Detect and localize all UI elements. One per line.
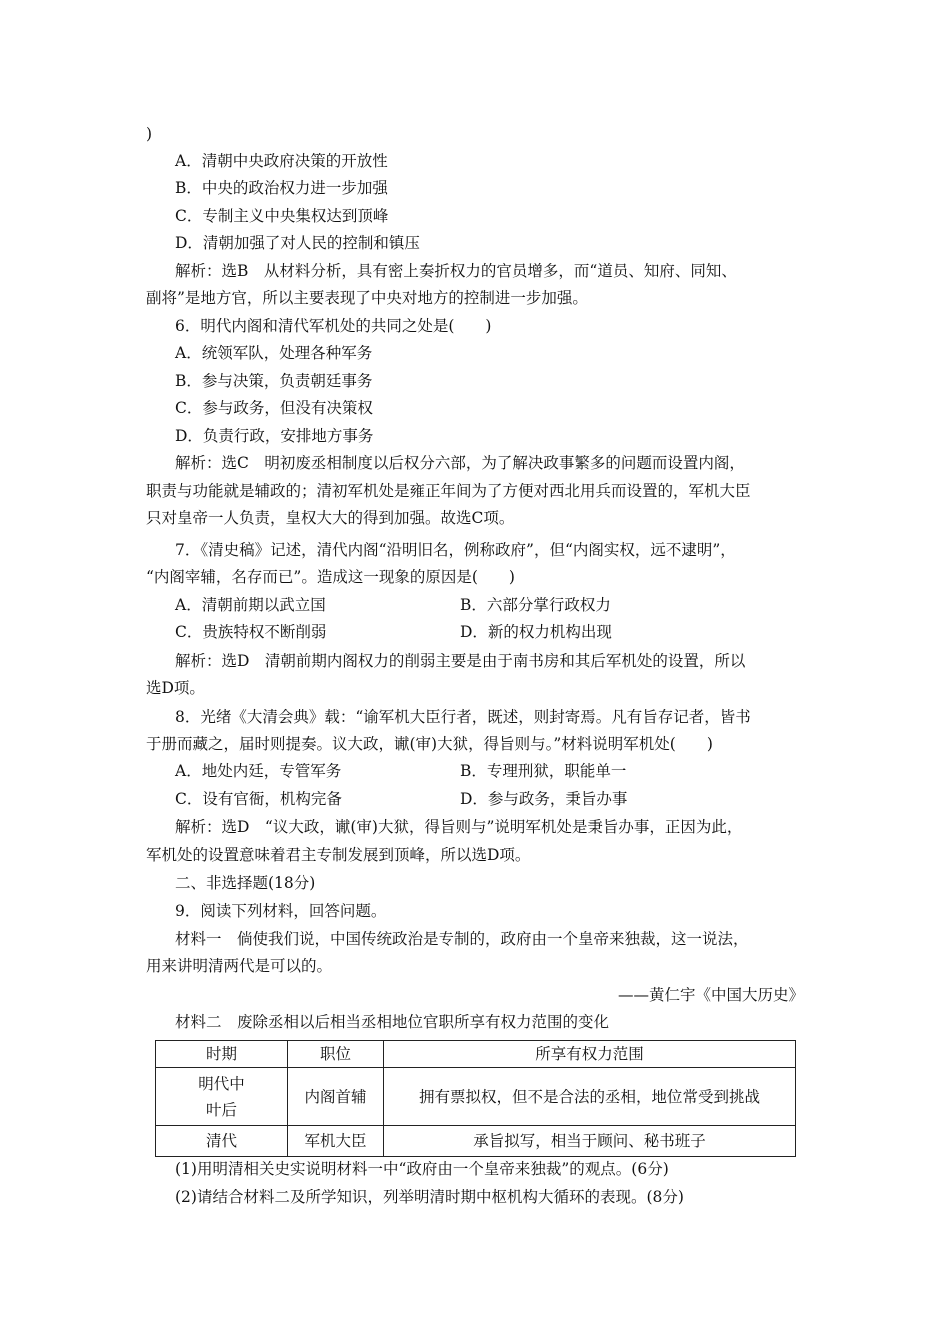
q6-option-a: A．统领军队，处理各种军务: [175, 344, 373, 362]
q8-option-a: A．地处内廷，专管军务: [175, 762, 342, 780]
table-cell: 明代中 叶后: [156, 1068, 288, 1126]
q7-option-b: B．六部分掌行政权力: [460, 596, 611, 614]
q7-analysis-line-1: 解析：选D 清朝前期内阁权力的削弱主要是由于南书房和其后军机处的设置，所以: [175, 652, 746, 670]
q7-analysis-line-2: 选D项。: [146, 679, 205, 697]
material-1-line-1: 材料一 倘使我们说，中国传统政治是专制的，政府由一个皇帝来独裁，这一说法，: [175, 930, 749, 948]
q6-option-b: B．参与决策，负责朝廷事务: [175, 372, 373, 390]
question-8-stem-line-1: 8．光绪《大清会典》载：“谕军机大臣行者，既述，则封寄焉。凡有旨存记者，皆书: [175, 708, 751, 726]
table-cell: 清代: [156, 1126, 288, 1157]
table-row: [156, 1126, 796, 1157]
q5-analysis-line-1: 解析：选B 从材料分析，具有密上奏折权力的官员增多，而“道员、知府、同知、: [175, 262, 737, 280]
table-cell: 承旨拟写，相当于顾问、秘书班子: [384, 1126, 796, 1157]
question-7-stem-line-1: 7．《清史稿》记述，清代内阁“沿明旧名，例称政府”，但“内阁实权，远不逮明”，: [175, 541, 736, 559]
q5-option-b: B．中央的政治权力进一步加强: [175, 179, 388, 197]
q8-analysis-line-2: 军机处的设置意味着君主专制发展到顶峰，所以选D项。: [146, 846, 531, 864]
q5-analysis-line-2: 副将”是地方官，所以主要表现了中央对地方的控制进一步加强。: [146, 289, 588, 307]
question-9-part-1: (1)用明清相关史实说明材料一中“政府由一个皇帝来独裁”的观点。(6分): [175, 1160, 669, 1178]
q6-option-d: D．负责行政，安排地方事务: [175, 427, 374, 445]
table-row: [156, 1068, 796, 1126]
q6-analysis-line-1: 解析：选C 明初废丞相制度以后权分六部，为了解决政事繁多的问题而设置内阁，: [175, 454, 745, 472]
table-header-cell: 职位: [288, 1041, 384, 1068]
question-9-stem: 9．阅读下列材料，回答问题。: [175, 902, 387, 920]
material-2-title: 材料二 废除丞相以后相当丞相地位官职所享有权力范围的变化: [175, 1013, 610, 1031]
q6-analysis-line-3: 只对皇帝一人负责，皇权大大的得到加强。故选C项。: [146, 509, 515, 527]
section-heading-non-choice: 二、非选择题(18分): [175, 874, 316, 892]
q8-option-c: C．设有官衙，机构完备: [175, 790, 342, 808]
question-8-stem-line-2: 于册而藏之，届时则提奏。议大政，谳(审)大狱，得旨则与。”材料说明军机处( ): [146, 735, 713, 753]
question-6-stem: 6．明代内阁和清代军机处的共同之处是( ): [175, 317, 492, 335]
q7-option-c: C．贵族特权不断削弱: [175, 623, 327, 641]
table-header-row: [156, 1041, 796, 1068]
question-7-stem-line-2: “内阁宰辅，名存而已”。造成这一现象的原因是( ): [146, 568, 515, 586]
material-1-line-2: 用来讲明清两代是可以的。: [146, 957, 333, 975]
q8-analysis-line-1: 解析：选D “议大政，谳(审)大狱，得旨则与”说明军机处是秉旨办事，正因为此，: [175, 818, 743, 836]
power-change-table: [155, 1040, 796, 1157]
table-header-cell: 时期: [156, 1041, 288, 1068]
q5-option-a: A．清朝中央政府决策的开放性: [175, 152, 388, 170]
q5-option-d: D．清朝加强了对人民的控制和镇压: [175, 234, 420, 252]
table-cell: 军机大臣: [288, 1126, 384, 1157]
q7-option-a: A．清朝前期以武立国: [175, 596, 326, 614]
table-cell: 拥有票拟权，但不是合法的丞相，地位常受到挑战: [384, 1068, 796, 1126]
question-5-stem-tail: ): [146, 125, 153, 143]
q6-option-c: C．参与政务，但没有决策权: [175, 399, 373, 417]
material-1-source: ——黄仁宇《中国大历史》: [617, 986, 804, 1004]
q8-option-b: B．专理刑狱，职能单一: [460, 762, 627, 780]
q6-analysis-line-2: 职责与功能就是辅政的；清初军机处是雍正年间为了方便对西北用兵而设置的，军机大臣: [146, 482, 751, 500]
q5-option-c: C．专制主义中央集权达到顶峰: [175, 207, 389, 225]
question-9-part-2: (2)请结合材料二及所学知识，列举明清时期中枢机构大循环的表现。(8分): [175, 1188, 684, 1206]
q7-option-d: D．新的权力机构出现: [460, 623, 612, 641]
q8-option-d: D．参与政务，秉旨办事: [460, 790, 628, 808]
table-cell: 内阁首辅: [288, 1068, 384, 1126]
table-header-cell: 所享有权力范围: [384, 1041, 796, 1068]
